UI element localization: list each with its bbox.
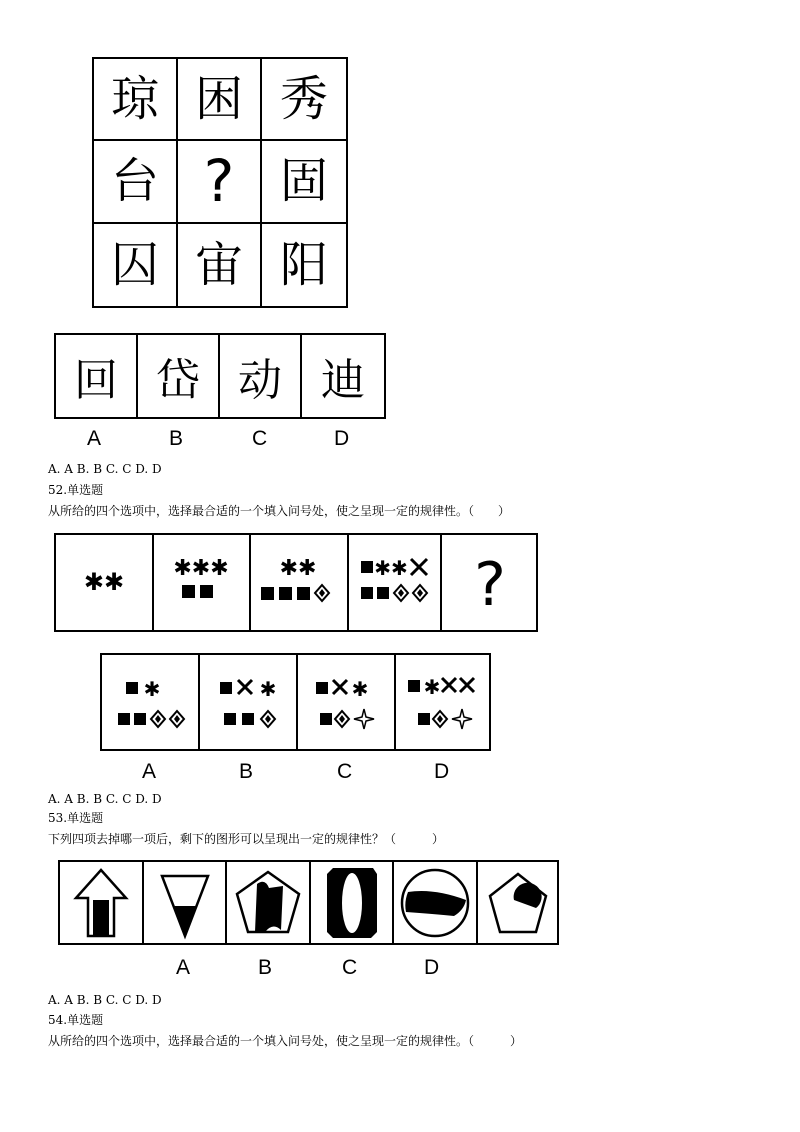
option-letter: D — [434, 760, 450, 783]
option-panel[interactable] — [298, 655, 396, 749]
option-letter: A — [176, 956, 191, 979]
option-letter: C — [342, 956, 358, 979]
svg-text:✱✱: ✱✱ — [374, 556, 408, 580]
svg-text:✱: ✱ — [423, 675, 441, 699]
option-panel[interactable] — [227, 862, 311, 943]
svg-text:✱✱: ✱✱ — [83, 568, 125, 596]
option-panel[interactable] — [396, 655, 489, 749]
option-letter: B — [258, 956, 273, 979]
option-character[interactable]: 动 — [220, 335, 302, 417]
grid-cell: 固 — [262, 141, 346, 223]
grid-cell: 台 — [94, 141, 178, 223]
option-letter: C — [337, 760, 353, 783]
grid-cell: 阳 — [279, 236, 328, 293]
grid-cell: 秀 — [262, 59, 346, 141]
option-letter: A — [87, 427, 102, 450]
question-prompt: 从所给的四个选项中，选择最合适的一个填入问号处，使之呈现一定的规律性。（ ） — [48, 1034, 523, 1048]
figure-panel — [478, 862, 557, 943]
option-letter: B — [239, 760, 254, 783]
figure-panel — [60, 862, 144, 943]
question-prompt: 下列四项去掉哪一项后，剩下的图形可以呈现出一定的规律性？（ ） — [48, 832, 445, 846]
option-character[interactable]: 岱 — [138, 335, 220, 417]
answer-choices: A. A B. B C. C D. D — [48, 792, 162, 806]
question-number: 52.单选题 — [48, 483, 104, 497]
grid-cell: 困 — [178, 59, 262, 141]
answer-choices: A. A B. B C. C D. D — [48, 462, 162, 476]
option-letter: B — [169, 427, 184, 450]
option-letter: D — [424, 956, 440, 979]
svg-text:✱: ✱ — [143, 677, 161, 701]
option-letter: D — [334, 427, 350, 450]
q52-option-row — [100, 653, 491, 751]
svg-text:✱: ✱ — [351, 677, 369, 701]
q52-sequence-row — [54, 533, 538, 632]
option-panel[interactable] — [394, 862, 478, 943]
option-panel[interactable] — [311, 862, 394, 943]
grid-cell-question: ? — [178, 141, 262, 223]
option-character[interactable]: 迪 — [321, 355, 365, 406]
svg-text:✱✱✱: ✱✱✱ — [173, 556, 229, 581]
figure-panel — [349, 535, 442, 630]
question-number: 54.单选题 — [48, 1013, 104, 1027]
q53-figure-row — [58, 860, 559, 945]
answer-choices: A. A B. B C. C D. D — [48, 993, 162, 1007]
figure-panel — [154, 535, 251, 630]
svg-text:✱: ✱ — [259, 677, 277, 701]
option-panel[interactable] — [144, 862, 227, 943]
option-letter: A — [142, 760, 157, 783]
question-number: 53.单选题 — [48, 811, 104, 825]
option-character[interactable]: 回 — [56, 335, 138, 417]
figure-panel-question — [442, 535, 536, 630]
figure-panel — [56, 535, 154, 630]
option-panel[interactable] — [200, 655, 298, 749]
grid-cell: 囚 — [94, 224, 178, 306]
svg-text:✱✱: ✱✱ — [279, 556, 317, 581]
q51-character-grid — [92, 57, 348, 308]
option-letter: C — [252, 427, 268, 450]
question-prompt: 从所给的四个选项中，选择最合适的一个填入问号处，使之呈现一定的规律性。（ ） — [48, 504, 511, 518]
question-mark: ? — [474, 550, 506, 620]
q51-option-row — [54, 333, 386, 419]
figure-panel — [251, 535, 349, 630]
grid-cell: 琼 — [94, 59, 178, 141]
grid-cell: 宙 — [178, 224, 262, 306]
option-panel[interactable] — [102, 655, 200, 749]
